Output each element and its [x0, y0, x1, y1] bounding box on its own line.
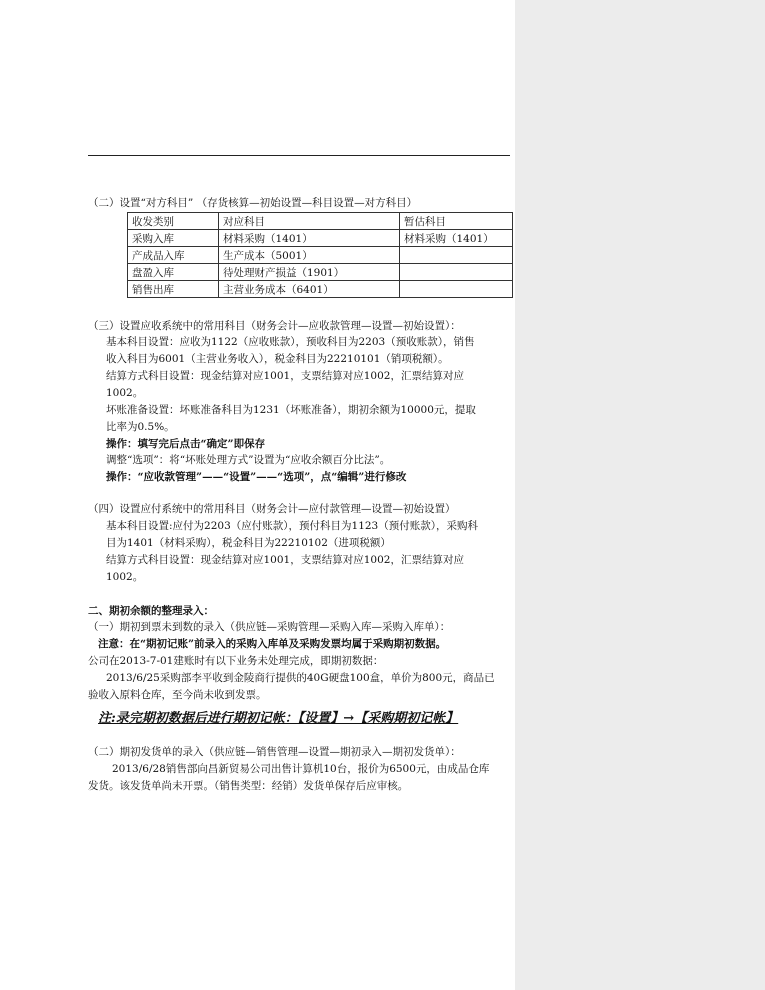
- table-header-cell: 收发类别: [128, 213, 219, 230]
- table-header-cell: 对应科目: [219, 213, 400, 230]
- table-cell: [400, 247, 513, 264]
- paragraph-line: 发货。该发货单尚未开票。（销售类型：经销）发货单保存后应审核。: [88, 780, 409, 792]
- header-rule: [88, 155, 510, 156]
- section-duifang-heading: （二）设置“对方科目” （存货核算—初始设置—科目设置—对方科目）: [88, 197, 418, 209]
- subsection-heading: （一）期初到票未到数的录入（供应链—采购管理—采购入库—采购入库单）：: [88, 621, 451, 633]
- paragraph-line: 2013/6/25采购部李平收到金陵商行提供的40G硬盘100盒，单价为800元，商品已: [106, 672, 495, 684]
- table-cell: 主营业务成本（6401）: [219, 281, 400, 298]
- table-cell: 材料采购（1401）: [219, 230, 400, 247]
- section-yingshou-heading: （三）设置应收系统中的常用科目（财务会计—应收款管理—设置—初始设置）：: [88, 320, 461, 332]
- operation-note: 操作：填写完后点击“确定”即保存: [106, 438, 266, 450]
- paragraph-line: 结算方式科目设置：现金结算对应1001，支票结算对应1002，汇票结算对应: [106, 554, 464, 566]
- table-row: [128, 264, 513, 281]
- table-cell: 材料采购（1401）: [400, 230, 513, 247]
- paragraph-line: 坏账准备设置：坏账准备科目为1231（坏账准备），期初余额为10000元，提取: [106, 404, 476, 416]
- paragraph-line: 1002。: [106, 387, 144, 399]
- paragraph-line: 目为1401（材料采购），税金科目为22210102（进项税额）: [106, 537, 391, 549]
- table-cell: 产成品入库: [128, 247, 219, 264]
- paragraph-line: 2013/6/28销售部向昌新贸易公司出售计算机10台，报价为6500元，由成品仓库: [112, 763, 490, 775]
- comment-margin-pane: [515, 0, 765, 990]
- table-cell: 生产成本（5001）: [219, 247, 400, 264]
- bookkeeping-banner: 注:录完期初数据后进行期初记帐：【设置】→【采购期初记帐】: [98, 711, 459, 726]
- paragraph-line: 1002。: [106, 571, 144, 583]
- table-cell: 销售出库: [128, 281, 219, 298]
- table-cell: [400, 281, 513, 298]
- table-row: [128, 247, 513, 264]
- table-header-cell: 暂估科目: [400, 213, 513, 230]
- subsection-heading: （二）期初发货单的录入（供应链—销售管理—设置—期初录入—期初发货单）：: [88, 746, 461, 758]
- paragraph-line: 验收入原料仓库，至今尚未收到发票。: [88, 689, 267, 701]
- account-table: [127, 212, 513, 298]
- table-cell: 待处理财产损益（1901）: [219, 264, 400, 281]
- table-cell: [400, 264, 513, 281]
- paragraph-line: 收入科目为6001（主营业务收入），税金科目为22210101（销项税额）。: [106, 353, 449, 365]
- attention-note: 注意：在“期初记账”前录入的采购入库单及采购发票均属于采购期初数据。: [98, 638, 447, 650]
- table-row: [128, 230, 513, 247]
- section-yingfu-heading: （四）设置应付系统中的常用科目（财务会计—应付款管理—设置—初始设置）: [88, 503, 456, 515]
- table-cell: 采购入库: [128, 230, 219, 247]
- paragraph-line: 基本科目设置：应收为1122（应收账款），预收科目为2203（预收账款），销售: [106, 336, 475, 348]
- paragraph-line: 公司在2013-7-01建账时有以下业务未处理完成，即期初数据：: [88, 655, 384, 667]
- paragraph-line: 基本科目设置:应付为2203（应付账款），预付科目为1123（预付账款），采购科: [106, 520, 478, 532]
- operation-note: 操作：“应收款管理”——“设置”——“选项”，点“编辑”进行修改: [106, 471, 407, 483]
- paragraph-line: 比率为0.5%。: [106, 421, 175, 433]
- paragraph-line: 调整“选项”：将“坏账处理方式”设置为“应收余额百分比法”。: [106, 454, 391, 466]
- table-cell: 盘盈入库: [128, 264, 219, 281]
- part-two-title: 二、期初余额的整理录入：: [88, 605, 214, 617]
- table-header-row: [128, 213, 513, 230]
- table-row: [128, 281, 513, 298]
- paragraph-line: 结算方式科目设置：现金结算对应1001，支票结算对应1002，汇票结算对应: [106, 370, 464, 382]
